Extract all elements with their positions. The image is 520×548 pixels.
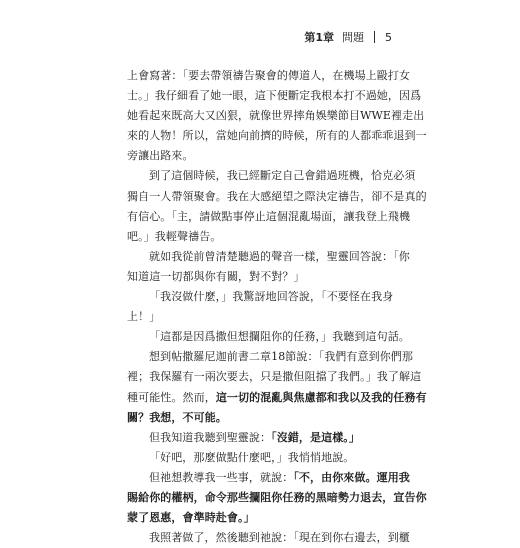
body-text: 但祂想教導我一些事，就說： xyxy=(149,470,294,484)
chapter-label: 第1章 xyxy=(304,31,334,44)
body-text: 但我知道我聽到聖靈說： xyxy=(149,430,272,444)
text-line xyxy=(127,166,416,186)
body-text: 旁讓出路來。 xyxy=(127,149,194,163)
emphasis-text: 關？我想，不可能。 xyxy=(127,410,227,424)
body-text: 吧。」我輕聲禱告。 xyxy=(127,229,222,243)
text-line xyxy=(127,347,413,367)
text-line xyxy=(127,528,410,548)
body-text: 上！」 xyxy=(127,310,161,324)
running-header xyxy=(304,30,392,44)
text-line xyxy=(127,86,422,106)
text-line xyxy=(127,267,395,287)
emphasis-text: 蒙了恩惠，會準時赴會。」 xyxy=(127,511,255,525)
body-text: 來的人物！所以，當她向前擠的時候，所有的人都乖乖退到一 xyxy=(127,129,427,143)
body-text: 上會寫著：「要去帶領禱告聚會的傳道人，在機場上毆打女 xyxy=(127,69,411,82)
body-text: 「我沒做什麼，」我驚訝地回答說，「不要怪在我身 xyxy=(149,290,394,304)
emphasis-text: 這一切的混亂與焦慮都和我以及我的任務有 xyxy=(215,390,427,404)
body-text: 裡；我保羅有一兩次要去，只是撒但阻擋了我們。」我了解這 xyxy=(127,370,422,384)
text-line xyxy=(127,468,410,488)
text-line xyxy=(127,207,411,227)
body-text: 知道這一切都與你有關，對不對？」 xyxy=(127,269,305,283)
text-line xyxy=(127,106,425,126)
body-text: 獨自一人帶領聚會。我在大感絕望之際決定禱告，卻不是真的 xyxy=(127,189,427,203)
text-line xyxy=(127,448,395,468)
text-line xyxy=(127,488,427,508)
text-line xyxy=(127,227,395,247)
body-text: 到了這個時候，我已經斷定自己會錯過班機，恰克必須 xyxy=(149,169,416,183)
emphasis-text: 賜給你的權柄，命令那些攔阻你任務的黑暗勢力退去，宣告你 xyxy=(127,490,427,504)
header-divider xyxy=(374,31,375,43)
page-number: 5 xyxy=(385,30,392,44)
text-line xyxy=(127,146,395,166)
body-text: 就如我從前曾清楚聽過的聲音一樣，聖靈回答說：「你 xyxy=(149,249,410,263)
body-text: 士。」我仔細看了她一眼，這下便斷定我根本打不過她，因爲 xyxy=(127,89,422,103)
body-text: 「這都是因爲撒但想攔阻你的任務，」我聽到這句話。 xyxy=(149,330,410,344)
text-line xyxy=(127,287,395,307)
emphasis-text: 「不，由你來做。運用我 xyxy=(293,470,410,484)
text-line xyxy=(127,66,411,86)
text-line xyxy=(127,367,422,387)
text-line xyxy=(127,388,427,408)
text-line xyxy=(127,508,395,528)
text-line xyxy=(127,126,427,146)
text-line xyxy=(127,428,395,448)
emphasis-text: 「沒錯，是這樣。」 xyxy=(271,430,361,444)
body-text: 「好吧，那麼做點什麼吧，」我悄悄地說。 xyxy=(149,450,355,464)
body-text: 有信心。「主，請做點事停止這個混亂場面，讓我登上飛機 xyxy=(127,209,411,223)
text-line xyxy=(127,307,395,327)
body-text: 想到帖撒羅尼迦前書二章18節說：「我們有意到你們那 xyxy=(149,350,413,364)
body-text: 我照著做了，然後聽到祂說：「現在到你右邊去，到櫃 xyxy=(149,531,410,545)
text-line xyxy=(127,187,427,207)
text-line xyxy=(127,327,410,347)
page-body xyxy=(127,66,427,548)
text-line xyxy=(127,408,395,428)
text-line xyxy=(127,247,410,267)
body-text: 種可能性。然而， xyxy=(127,390,216,404)
section-title: 問題 xyxy=(342,31,364,44)
body-text: 她看起來既高大又凶狠，就像世界摔角娛樂節目WWE裡走出 xyxy=(127,109,425,123)
